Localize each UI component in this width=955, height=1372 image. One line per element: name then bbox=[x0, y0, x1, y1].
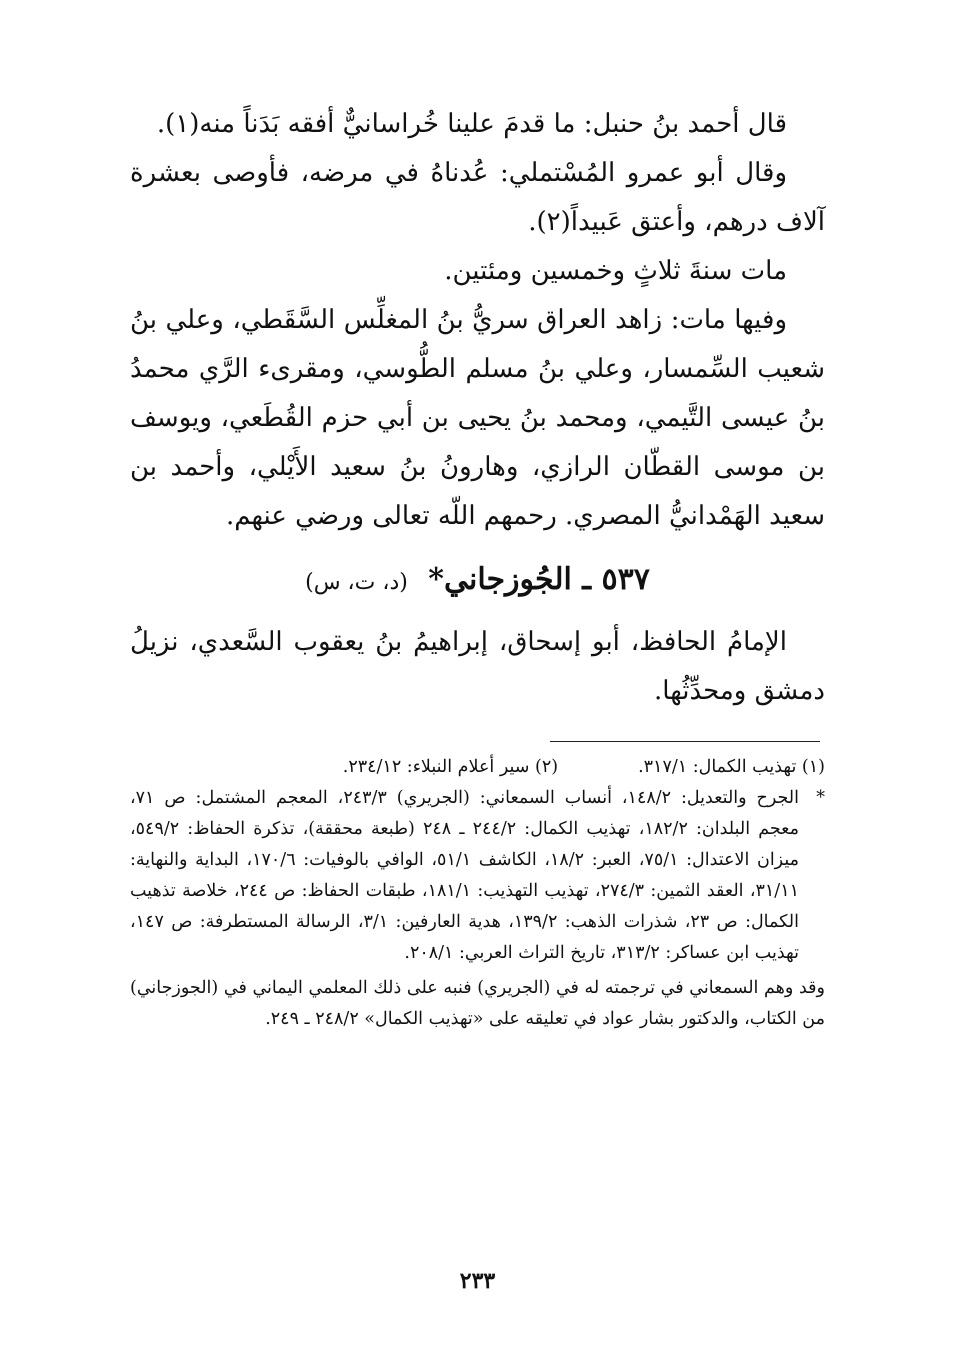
page-number: ٢٣٣ bbox=[459, 1268, 496, 1294]
footnote-divider bbox=[550, 741, 820, 742]
footnotes bbox=[130, 752, 825, 1035]
biography-text: الإمامُ الحافظ، أبو إسحاق، إبراهيمُ بنُ يعقوب السَّعدي، نزيلُ دمشق ومحدِّثُها. bbox=[130, 627, 825, 706]
paragraph-ahmad-quote: قال أحمد بنُ حنبل: ما قدمَ علينا خُراسانيٌّ أفقه بَدَناً منه(١). bbox=[156, 109, 787, 139]
footnote-1: (١) تهذيب الكمال: ٣١٧/١. bbox=[638, 757, 825, 777]
footnote-row bbox=[130, 752, 825, 783]
entry-biography bbox=[130, 618, 825, 716]
main-text bbox=[130, 100, 825, 541]
paragraph-mustamli-quote: وقال أبو عمرو المُسْتملي: عُدناهُ في مرضه، فأوصى بعشرة آلاف درهم، وأعتق عَبيداً(٢). bbox=[130, 158, 825, 237]
asterisk-mark: * bbox=[816, 788, 825, 808]
entry-name: الجُوزجاني* bbox=[428, 562, 572, 597]
entry-sigla: (د، ت، س) bbox=[305, 570, 408, 595]
paragraph-deaths-list: وفيها مات: زاهد العراق سريُّ بنُ المغلِّس السَّقَطي، وعلي بنُ شعيب السِّمسار، وعلي بنُ مسلم الطُّوسي، ومقرىء الرَّي محمدُ بنُ عيسى التَّيمي، ومحمد بنُ يحيى بن أبي حزم القُطَعي، ويوسف بن موسى القطّان الرازي، وهارونُ بنُ سعيد الأَيْلي، وأحمد بن سعيد الهَمْدانيُّ المصري. رحمهم اللّه تعالى ورضي عنهم. bbox=[130, 305, 825, 531]
footnote-sources bbox=[130, 783, 825, 969]
footnote-remark: وقد وهم السمعاني في ترجمته له في (الجريري) فنبه على ذلك المعلمي اليماني في (الجوزجاني) من الكتاب، والدكتور بشار عواد في تعليقه على «تهذيب الكمال» ٢٤٨/٢ ـ ٢٤٩. bbox=[130, 978, 825, 1029]
sources-list: الجرح والتعديل: ١٤٨/٢، أنساب السمعاني: (الجريري) ٢٤٣/٣، المعجم المشتمل: ص ٧١، معجم البلدان: ١٨٢/٢، تهذيب الكمال: ٢٤٤/٢ ـ ٢٤٨ (طبعة محققة)، تذكرة الحفاظ: ٥٤٩/٢، ميزان الاعتدال: ٧٥/١، العبر: ١٨/٢، الكاشف ٥١/١، الوافي بالوفيات: ١٧٠/٦، البداية والنهاية: ٣١/١١، العقد الثمين: ٢٧٤/٣، تهذيب التهذيب: ١٨١/١، طبقات الحفاظ: ص ٢٤٤، خلاصة تذهيب الكمال: ص ٢٣، شذرات الذهب: ١٣٩/٢، هدية العارفين: ٣/١، الرسالة المستطرفة: ص ١٤٧، تهذيب ابن عساكر: ٣١٣/٢، تاريخ التراث العربي: ٢٠٨/١. bbox=[130, 788, 799, 963]
footnote-2: (٢) سير أعلام النبلاء: ٢٣٤/١٢. bbox=[342, 757, 559, 777]
entry-number: ٥٣٧ ـ bbox=[582, 562, 650, 597]
paragraph-death-year: مات سنةَ ثلاثٍ وخمسين ومئتين. bbox=[444, 256, 787, 286]
entry-heading bbox=[130, 555, 825, 608]
